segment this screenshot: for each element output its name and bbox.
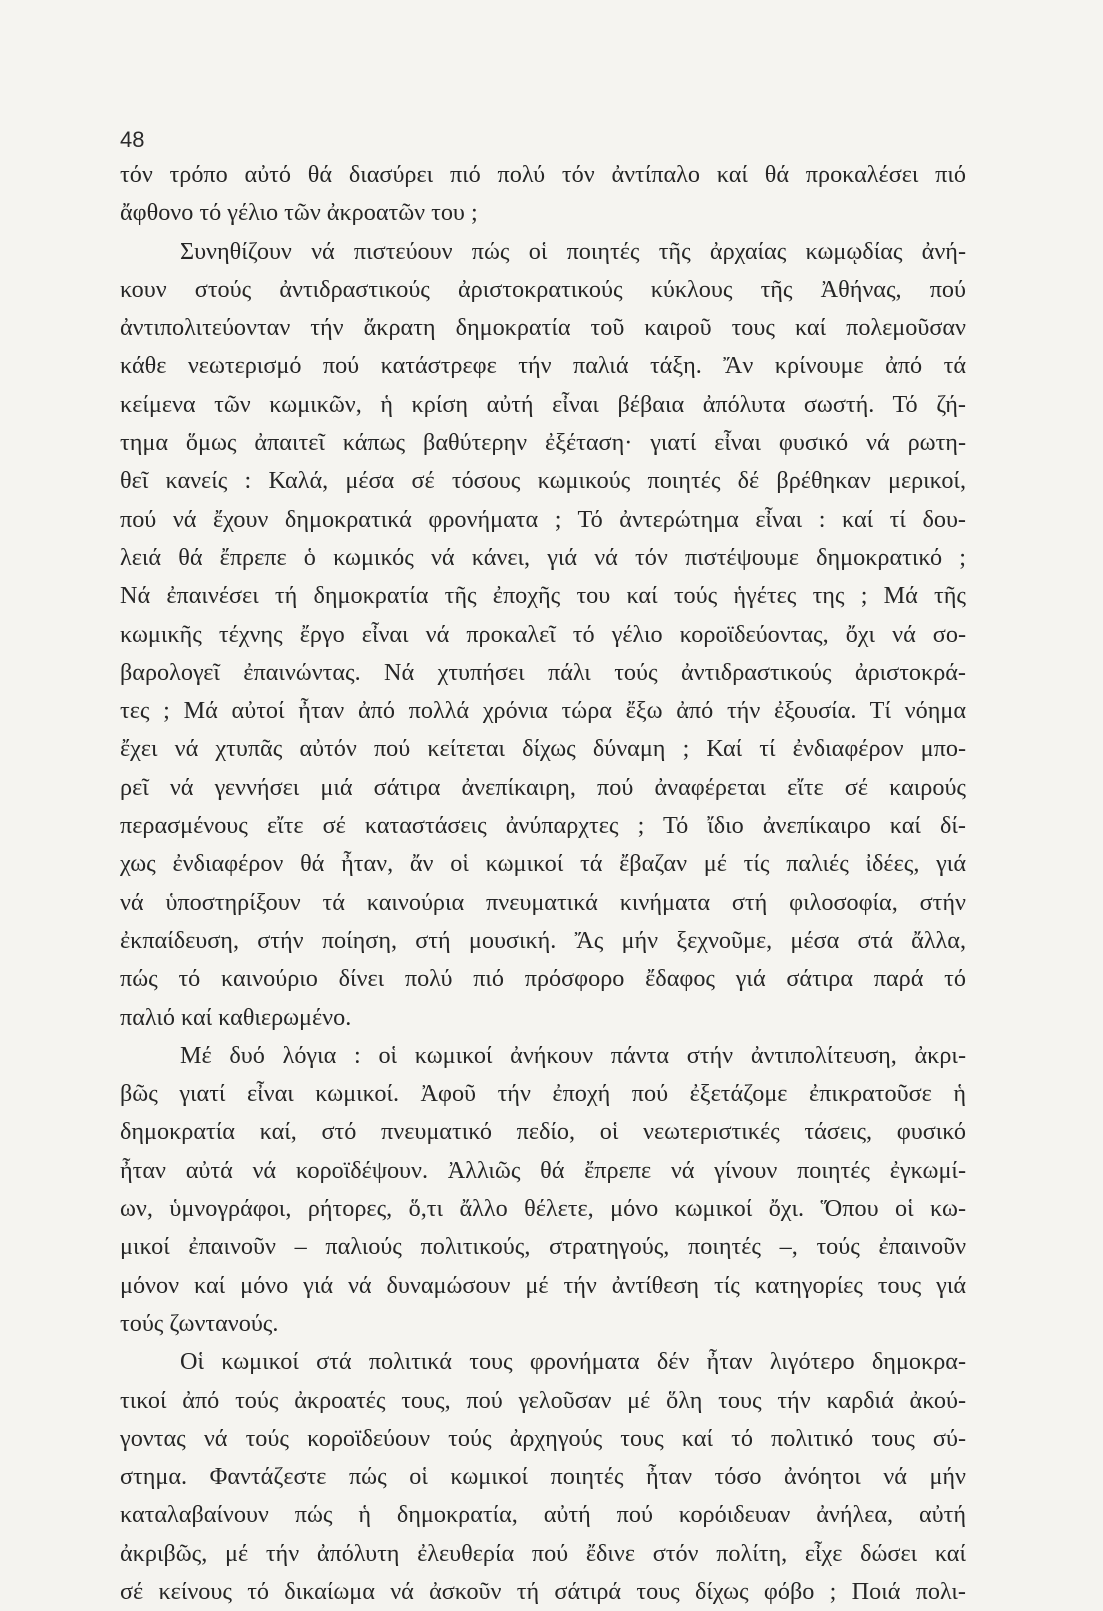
text-line: ἔχει νά χτυπᾶς αὐτόν πού κείτεται δίχως δύναμη ; Καί τί ἐνδιαφέρον μπο- bbox=[120, 735, 966, 763]
text-line: τικοί ἀπό τούς ἀκροατές τους, πού γελοῦσαν μέ ὅλη τους τήν καρδιά ἀκού- bbox=[120, 1386, 966, 1414]
text-line: παλιό καί καθιερωμένο. bbox=[120, 1003, 352, 1031]
text-line: Συνηθίζουν νά πιστεύουν πώς οἱ ποιητές τῆς ἀρχαίας κωμῳδίας ἀνή- bbox=[180, 237, 966, 265]
text-line: δημοκρατία καί, στό πνευματικό πεδίο, οἱ νεωτεριστικές τάσεις, φυσικό bbox=[120, 1118, 966, 1146]
text-line: χως ἐνδιαφέρον θά ἦταν, ἄν οἱ κωμικοί τά ἔβαζαν μέ τίς παλιές ἰδέες, γιά bbox=[120, 850, 966, 878]
text-line: ἀκριβῶς, μέ τήν ἀπόλυτη ἐλευθερία πού ἔδινε στόν πολίτη, εἶχε δώσει καί bbox=[120, 1539, 966, 1567]
text-line: Οἱ κωμικοί στά πολιτικά τους φρονήματα δέν ἦταν λιγότερο δημοκρα- bbox=[180, 1348, 966, 1376]
text-line: κείμενα τῶν κωμικῶν, ἡ κρίση αὐτή εἶναι βέβαια ἀπόλυτα σωστή. Τό ζή- bbox=[120, 390, 966, 418]
text-line: λειά θά ἔπρεπε ὁ κωμικός νά κάνει, γιά νά τόν πιστέψουμε δημοκρατικό ; bbox=[120, 543, 966, 571]
text-line: μικοί ἐπαινοῦν – παλιούς πολιτικούς, στρατηγούς, ποιητές –, τούς ἐπαινοῦν bbox=[120, 1233, 966, 1261]
text-line: ἦταν αὐτά νά κοροϊδέψουν. Ἀλλιῶς θά ἔπρεπε νά γίνουν ποιητές ἐγκωμί- bbox=[120, 1156, 966, 1184]
text-line: βαρολογεῖ ἐπαινώντας. Νά χτυπήσει πάλι τούς ἀντιδραστικούς ἀριστοκρά- bbox=[120, 658, 966, 686]
text-line: ων, ὑμνογράφοι, ρήτορες, ὅ,τι ἄλλο θέλετε, μόνο κωμικοί ὄχι. Ὅπου οἱ κω- bbox=[120, 1195, 966, 1223]
text-line: βῶς γιατί εἶναι κωμικοί. Ἀφοῦ τήν ἐποχή πού ἐξετάζομε ἐπικρατοῦσε ἡ bbox=[120, 1080, 966, 1108]
text-line: τούς ζωντανούς. bbox=[120, 1309, 279, 1337]
text-line: γοντας νά τούς κοροϊδεύουν τούς ἀρχηγούς τους καί τό πολιτικό τους σύ- bbox=[120, 1424, 966, 1452]
text-line: πού νά ἔχουν δημοκρατικά φρονήματα ; Τό ἀντερώτημα εἶναι : καί τί δου- bbox=[120, 505, 966, 533]
text-line: ἀντιπολιτεύονταν τήν ἄκρατη δημοκρατία τοῦ καιροῦ τους καί πολεμοῦσαν bbox=[120, 314, 966, 342]
text-line: κουν στούς ἀντιδραστικούς ἀριστοκρατικούς κύκλους τῆς Ἀθήνας, πού bbox=[120, 275, 966, 303]
text-line: ἐκπαίδευση, στήν ποίηση, στή μουσική. Ἄς μήν ξεχνοῦμε, μέσα στά ἄλλα, bbox=[120, 926, 966, 954]
text-line: τες ; Μά αὐτοί ἦταν ἀπό πολλά χρόνια τώρα ἔξω ἀπό τήν ἐξουσία. Τί νόημα bbox=[120, 697, 966, 725]
text-line: μόνον καί μόνο γιά νά δυναμώσουν μέ τήν ἀντίθεση τίς κατηγορίες τους γιά bbox=[120, 1271, 966, 1299]
text-line: ρεῖ νά γεννήσει μιά σάτιρα ἀνεπίκαιρη, πού ἀναφέρεται εἴτε σέ καιρούς bbox=[120, 773, 966, 801]
paragraph bbox=[120, 1343, 966, 1611]
body-text bbox=[120, 156, 966, 1611]
text-line: στημα. Φαντάζεστε πώς οἱ κωμικοί ποιητές ἦταν τόσο ἀνόητοι νά μήν bbox=[120, 1463, 966, 1491]
paragraph bbox=[120, 233, 966, 1037]
text-line: ἄφθονο τό γέλιο τῶν ἀκροατῶν του ; bbox=[120, 199, 478, 227]
text-line: τόν τρόπο αὐτό θά διασύρει πιό πολύ τόν ἀντίπαλο καί θά προκαλέσει πιό bbox=[120, 161, 966, 188]
text-line: τημα ὅμως ἀπαιτεῖ κάπως βαθύτερην ἐξέταση· γιατί εἶναι φυσικό νά ρωτη- bbox=[120, 429, 966, 457]
page-number: 48 bbox=[120, 127, 145, 152]
text-line: πώς τό καινούριο δίνει πολύ πιό πρόσφορο ἔδαφος γιά σάτιρα παρά τό bbox=[120, 965, 966, 993]
text-line: θεῖ κανείς : Καλά, μέσα σέ τόσους κωμικούς ποιητές δέ βρέθηκαν μερικοί, bbox=[120, 467, 966, 495]
text-line: Νά ἐπαινέσει τή δημοκρατία τῆς ἐποχῆς του καί τούς ἡγέτες της ; Μά τῆς bbox=[120, 582, 966, 610]
paragraph bbox=[120, 1037, 966, 1343]
text-line: κωμικῆς τέχνης ἔργο εἶναι νά προκαλεῖ τό γέλιο κοροϊδεύοντας, ὄχι νά σο- bbox=[120, 620, 966, 648]
text-line: σέ κείνους τό δικαίωμα νά ἀσκοῦν τή σάτιρά τους δίχως φόβο ; Ποιά πολι- bbox=[120, 1577, 966, 1605]
text-line: κάθε νεωτερισμό πού κατάστρεφε τήν παλιά τάξη. Ἄν κρίνουμε ἀπό τά bbox=[120, 352, 966, 380]
text-line: Μέ δυό λόγια : οἱ κωμικοί ἀνήκουν πάντα στήν ἀντιπολίτευση, ἀκρι- bbox=[180, 1041, 966, 1069]
text-line: καταλαβαίνουν πώς ἡ δημοκρατία, αὐτή πού κορόιδευαν ἀνήλεα, αὐτή bbox=[120, 1501, 966, 1529]
text-line: περασμένους εἴτε σέ καταστάσεις ἀνύπαρχτες ; Τό ἴδιο ἀνεπίκαιρο καί δί- bbox=[120, 812, 966, 840]
text-line: νά ὑποστηρίξουν τά καινούρια πνευματικά κινήματα στή φιλοσοφία, στήν bbox=[120, 888, 966, 916]
paragraph bbox=[120, 156, 966, 233]
